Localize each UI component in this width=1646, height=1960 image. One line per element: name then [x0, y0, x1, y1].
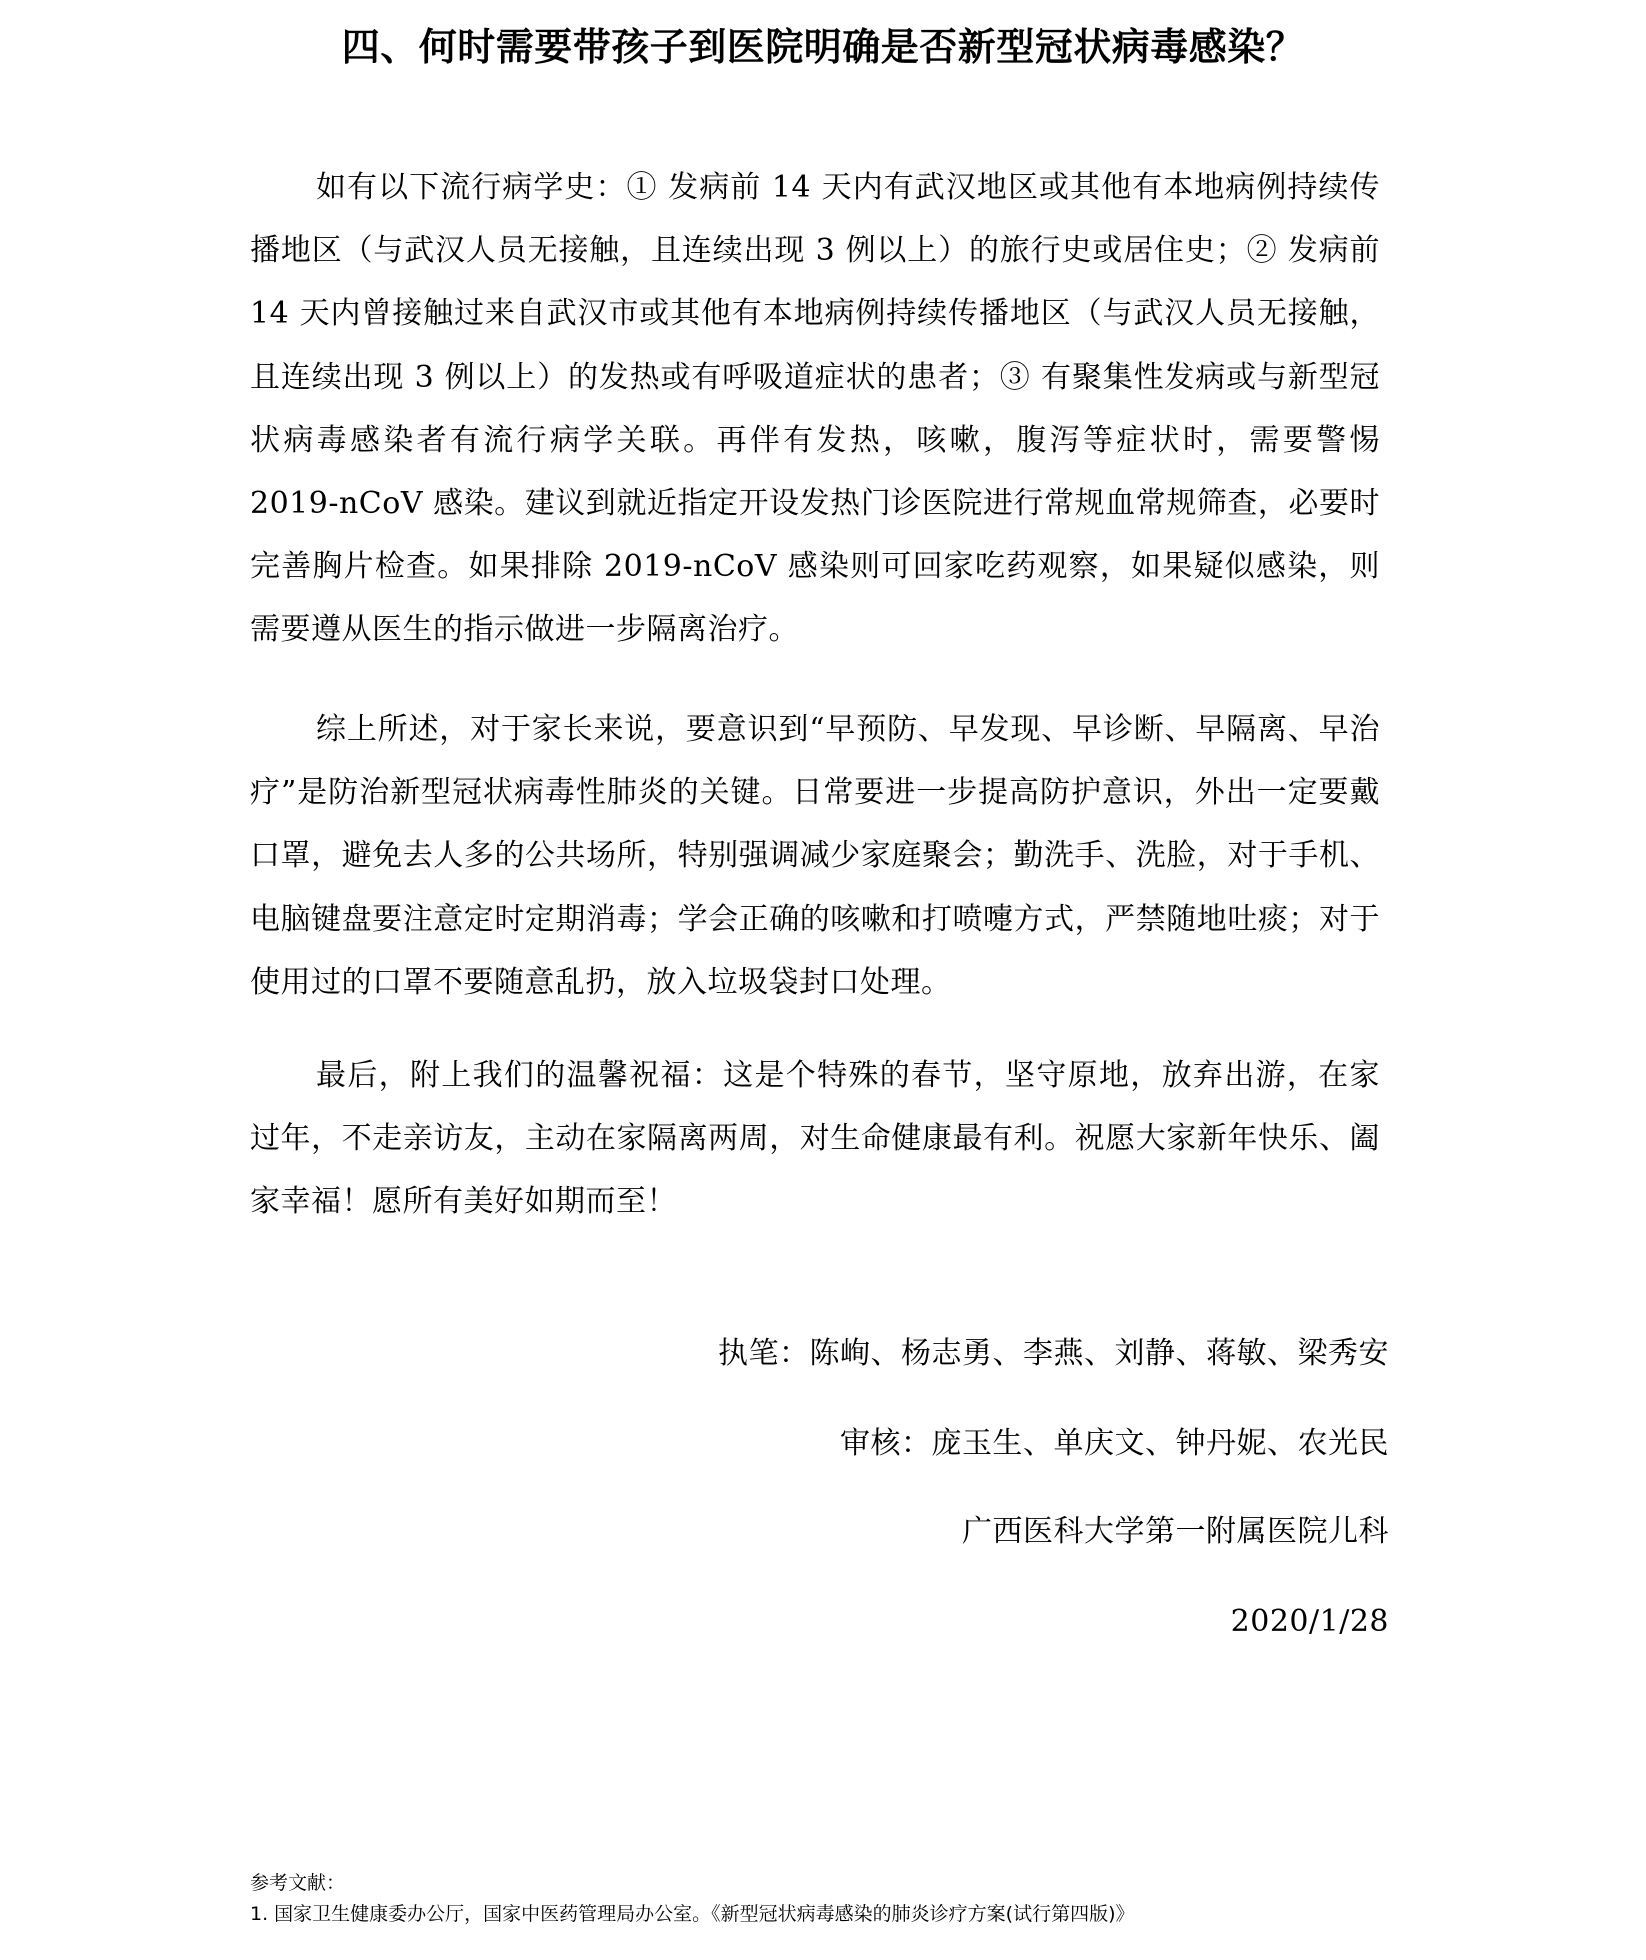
signature-reviewers: 审核：庞玉生、单庆文、钟丹妮、农光民: [840, 1426, 1389, 1461]
section-title: 四、何时需要带孩子到医院明确是否新型冠状病毒感染？: [341, 25, 1305, 69]
references: [250, 1868, 1135, 1930]
paragraph-summary: 综上所述，对于家长来说，要意识到“早预防、早发现、早诊断、早隔离、早治疗”是防治新型冠状病毒性肺炎的关键。日常要进一步提高防护意识，外出一定要戴口罩，避免去人多的公共场所，特别强调减少家庭聚会；勤洗手、洗脸，对于手机、电脑键盘要注意定时定期消毒；学会正确的咳嗽和打喷嚏方式，严禁随地吐痰；对于使用过的口罩不要随意乱扔，放入垃圾袋封口处理。: [250, 712, 1380, 1000]
reference-item: 1. 国家卫生健康委办公厅，国家中医药管理局办公室。《新型冠状病毒感染的肺炎诊疗方案(试行第四版)》: [250, 1903, 1135, 1925]
paragraph-wishes: 最后，附上我们的温馨祝福：这是个特殊的春节，坚守原地，放弃出游，在家过年，不走亲访友，主动在家隔离两周，对生命健康最有利。祝愿大家新年快乐、阖家幸福！愿所有美好如期而至！: [250, 1058, 1380, 1220]
references-heading: 参考文献：: [250, 1872, 346, 1894]
paragraph-epidemiology: 如有以下流行病学史：① 发病前 14 天内有武汉地区或其他有本地病例持续传播地区（与武汉人员无接触，且连续出现 3 例以上）的旅行史或居住史；② 发病前 14 天内曾接触过来自武汉市或其他有本地病例持续传播地区（与武汉人员无接触，且连续出现 3 例以上）的发热或有呼吸道症状的患者；③ 有聚集性发病或与新型冠状病毒感染者有流行病学关联。再伴有发热，咳嗽，腹泻等症状时，需要警惕 2019-nCoV 感染。建议到就近指定开设发热门诊医院进行常规血常规筛查，必要时完善胸片检查。如果排除 2019-nCoV 感染则可回家吃药观察，如果疑似感染，则需要遵从医生的指示做进一步隔离治疗。: [250, 170, 1380, 648]
signature-authors: 执笔：陈峋、杨志勇、李燕、刘静、蒋敏、梁秀安: [718, 1336, 1389, 1371]
signature-institution: 广西医科大学第一附属医院儿科: [962, 1514, 1389, 1549]
signature-date: 2020/1/28: [1230, 1604, 1389, 1639]
